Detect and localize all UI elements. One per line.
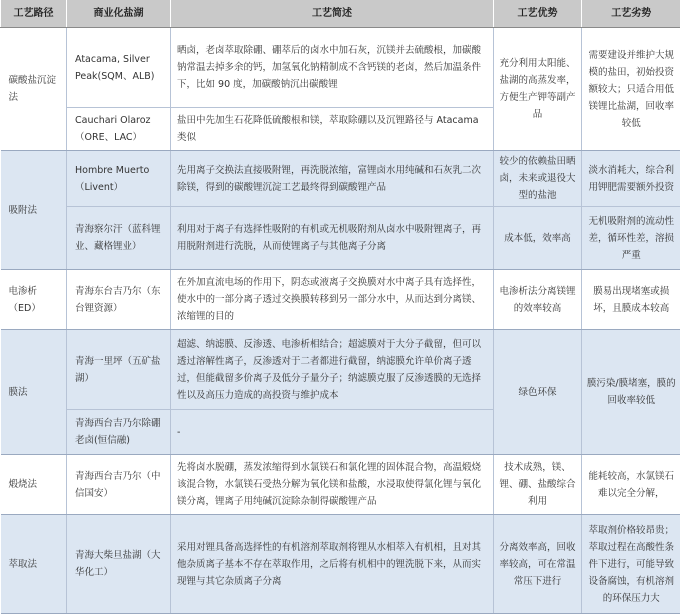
header-disadvantages: 工艺劣势 [582,0,680,28]
table-row [1,455,680,515]
table-row [1,151,680,207]
process-path-cell: 煅烧法 [1,455,67,515]
process-path-cell: 电渗析（ED） [1,270,67,330]
header-process-path: 工艺路径 [1,0,67,28]
disadvantage-cell: 萃取剂价格较昂贵；萃取过程在高酸性条件下进行，可能导致设备腐蚀，有机溶剂的环保压力大 [582,515,680,614]
disadvantage-cell: 需要建设并维护大规模的盐田，初始投资额较大；只适合用低镁锂比盐湖，回收率较低 [582,28,680,151]
table-row [1,330,680,410]
lake-cell: 青海一里坪（五矿盐湖） [67,330,171,410]
lake-cell: Atacama, Silver Peak(SQM、ALB) [67,28,171,108]
lake-cell: 青海西台吉乃尔除硼老卤(恒信融) [67,410,171,455]
lake-cell: 青海大柴旦盐湖（大华化工） [67,515,171,614]
header-commercial-lake: 商业化盐湖 [67,0,171,28]
disadvantage-cell: 淡水消耗大，综合利用钾肥需要额外投资 [582,151,680,207]
advantage-cell: 较少的依赖盐田晒卤，未来或退役大型的盐池 [494,151,582,207]
header-advantages: 工艺优势 [494,0,582,28]
advantage-cell: 技术成熟，镁、锂、硼、盐酸综合利用 [494,455,582,515]
description-cell: 盐田中先加生石花降低硫酸根和镁，萃取除硼以及沉锂路径与 Atacama 类似 [171,108,494,151]
description-cell: 超滤、纳滤膜、反渗透、电渗析相结合；超滤膜对于大分子截留，但可以透过溶解性离子，反渗透对于二者都进行截留，纳滤膜允许单价离子透过，但能截留多价离子及低分子量分子；纳滤膜克服了反渗透膜的无选择性以及高压力造成的高投资与维护成本 [171,330,494,410]
lake-cell: 青海东台吉乃尔（东台锂资源） [67,270,171,330]
description-cell: 利用对于离子有选择性吸附的有机或无机吸附剂从卤水中吸附锂离子，再用脱附剂进行洗脱，从而使锂离子与其他离子分离 [171,207,494,270]
description-cell: 先将卤水脱硼，蒸发浓缩得到水氯镁石和氯化锂的固体混合物，高温煅烧该混合物，水氯镁石受热分解为氧化镁和盐酸，水浸取使得氯化锂与氧化镁分离，锂离子用纯碱沉淀除杂制得碳酸锂产品 [171,455,494,515]
table-row [1,270,680,330]
lake-cell: 青海察尔汗（蓝科锂业、藏格锂业） [67,207,171,270]
description-cell: 采用对锂具备高选择性的有机溶剂萃取剂将锂从水相萃入有机相，且对其他杂质离子基本不存在萃取作用，之后将有机相中的锂洗脱下来，从而实现锂与其它杂质离子分离 [171,515,494,614]
process-path-cell: 膜法 [1,330,67,455]
table-row [1,207,680,270]
disadvantage-cell: 膜易出现堵塞或损坏，且膜成本较高 [582,270,680,330]
disadvantage-cell: 无机吸附剂的流动性差，循环性差，溶损严重 [582,207,680,270]
description-cell: 晒卤，老卤萃取除硼、硼萃后的卤水中加石灰，沉镁并去硫酸根，加碳酸钠常温去掉多余的钙，加氢氧化钠精制成不含钙镁的老卤，然后加温条件下，比如 90 度，加碳酸钠沉出碳酸锂 [171,28,494,108]
lake-cell: 青海西台吉乃尔（中信国安） [67,455,171,515]
lake-cell: Cauchari Olaroz（ORE、LAC） [67,108,171,151]
description-cell: 在外加直流电场的作用下，阴态或液离子交换膜对水中离子具有选择性，使水中的一部分离子透过交换膜转移到另一部分水中，从而达到分离镁、浓缩锂的目的 [171,270,494,330]
table-row [1,28,680,108]
description-cell: 先用离子交换法直接吸附锂，再洗脱浓缩，富锂卤水用纯碱和石灰乳二次除镁，得到的碳酸锂沉淀工艺最终得到碳酸锂产品 [171,151,494,207]
process-path-cell: 萃取法 [1,515,67,614]
advantage-cell: 绿色环保 [494,330,582,455]
disadvantage-cell: 膜污染/膜堵塞，膜的回收率较低 [582,330,680,455]
disadvantage-cell: 能耗较高，水氯镁石难以完全分解， [582,455,680,515]
table-row [1,515,680,614]
advantage-cell: 成本低，效率高 [494,207,582,270]
process-path-cell: 吸附法 [1,151,67,270]
table-header-row [1,0,680,28]
description-cell: - [171,410,494,455]
advantage-cell: 分离效率高，回收率较高，可在常温常压下进行 [494,515,582,614]
header-process-description: 工艺简述 [171,0,494,28]
advantage-cell: 电渗析法分离镁锂的效率较高 [494,270,582,330]
advantage-cell: 充分利用太阳能、盐湖的高蒸发率，方便生产钾等副产品 [494,28,582,151]
process-path-cell: 碳酸盐沉淀法 [1,28,67,151]
lake-cell: Hombre Muerto（Livent） [67,151,171,207]
